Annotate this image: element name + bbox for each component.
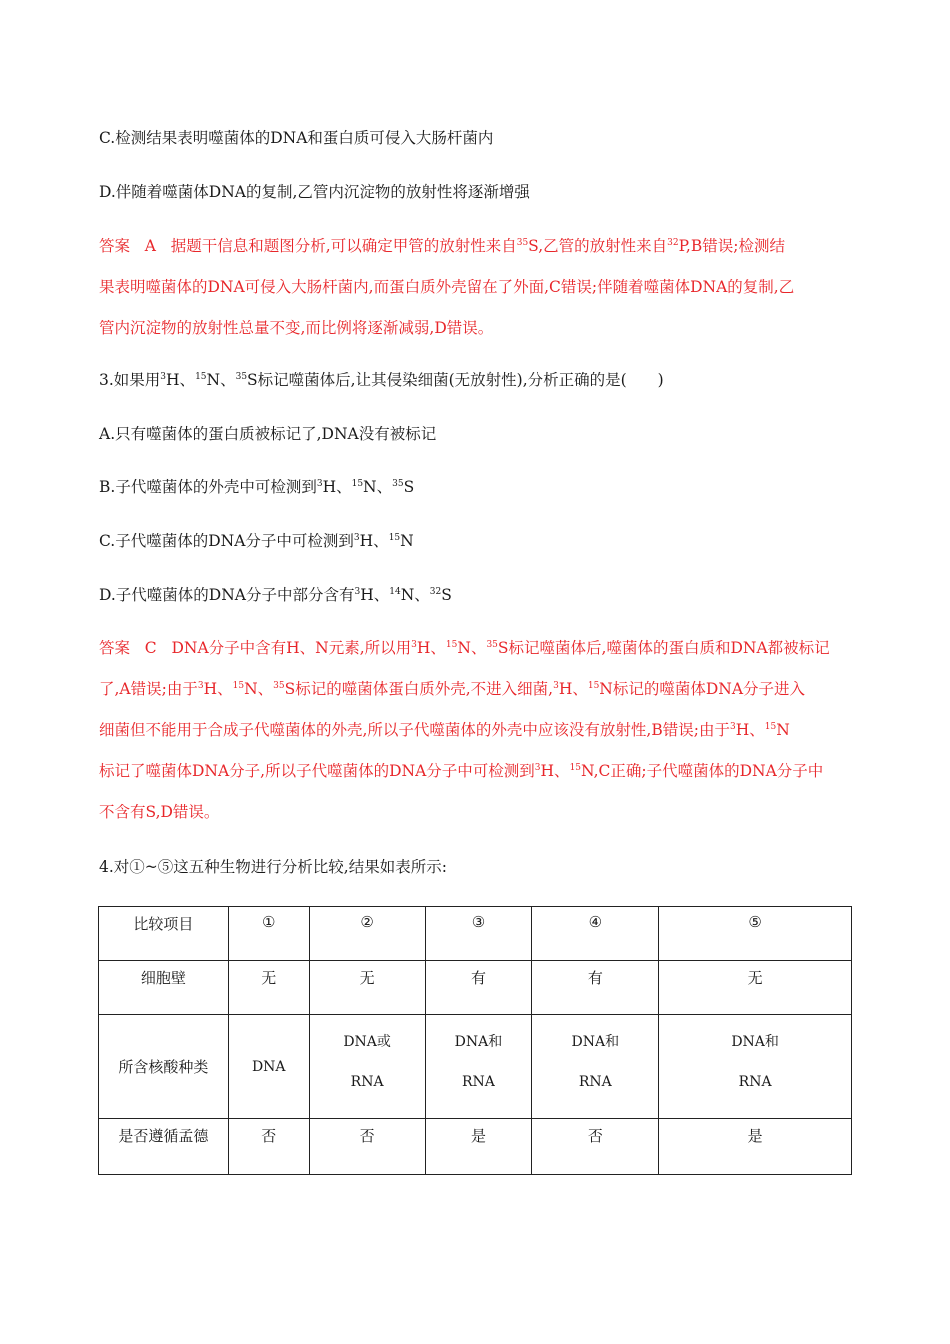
q2-option-d: D.伴随着噬菌体DNA的复制,乙管内沉淀物的放射性将逐渐增强 xyxy=(99,183,530,201)
q2-answer xyxy=(99,226,851,349)
q3-option-c: C.子代噬菌体的DNA分子中可检测到$^3$H、$^{15}$N xyxy=(99,532,414,550)
q3-option-a: A.只有噬菌体的蛋白质被标记了,DNA没有被标记 xyxy=(99,425,437,443)
table-cell: 所含核酸种类 xyxy=(99,1015,229,1119)
table-cell: ② xyxy=(309,907,425,961)
q3-answer xyxy=(99,628,851,833)
table-cell: DNA xyxy=(228,1015,309,1119)
q3-stem: 3.如果用$^3$H、$^{15}$N、$^{35}$S标记噬菌体后,让其侵染细菌(无放射性),分析正确的是( ) xyxy=(99,371,664,389)
table-cell: ④ xyxy=(532,907,659,961)
table-cell: ③ xyxy=(425,907,532,961)
table-cell: 细胞壁 xyxy=(99,961,229,1015)
table-cell: ⑤ xyxy=(659,907,852,961)
table-cell: 有 xyxy=(532,961,659,1015)
table-cell: 无 xyxy=(309,961,425,1015)
table-cell: 是 xyxy=(659,1119,852,1175)
q3-option-b: B.子代噬菌体的外壳中可检测到$^3$H、$^{15}$N、$^{35}$S xyxy=(99,478,415,496)
q2-option-c: C.检测结果表明噬菌体的DNA和蛋白质可侵入大肠杆菌内 xyxy=(99,129,494,147)
table-cell: 比较项目 xyxy=(99,907,229,961)
q2-answer-line-3: 管内沉淀物的放射性总量不变,而比例将逐渐减弱,D错误。 xyxy=(99,319,494,337)
table-cell: 是 xyxy=(425,1119,532,1175)
table-cell: 是否遵循孟德 xyxy=(99,1119,229,1175)
comparison-table xyxy=(98,906,852,1175)
table-cell: 否 xyxy=(532,1119,659,1175)
table-row-cell-wall xyxy=(99,961,852,1015)
table-cell: 有 xyxy=(425,961,532,1015)
table-cell: 否 xyxy=(228,1119,309,1175)
q3-option-d: D.子代噬菌体的DNA分子中部分含有$^3$H、$^{14}$N、$^{32}$S xyxy=(99,586,452,604)
table-cell: DNA和 RNA xyxy=(659,1015,852,1119)
q3-answer-line-3: 细菌但不能用于合成子代噬菌体的外壳,所以子代噬菌体的外壳中应该没有放射性,B错误;由于$^3$H、$^{15}$N xyxy=(99,721,790,739)
q3-answer-line-4: 标记了噬菌体DNA分子,所以子代噬菌体的DNA分子中可检测到$^3$H、$^{15}$N,C正确;子代噬菌体的DNA分子中 xyxy=(99,762,824,780)
q4-stem: 4.对①~⑤这五种生物进行分析比较,结果如表所示: xyxy=(99,858,447,876)
table-cell: 无 xyxy=(228,961,309,1015)
q3-answer-line-2: 了,A错误;由于$^3$H、$^{15}$N、$^{35}$S标记的噬菌体蛋白质外壳,不进入细菌,$^3$H、$^{15}$N标记的噬菌体DNA分子进入 xyxy=(99,680,806,698)
table-cell: DNA和 RNA xyxy=(425,1015,532,1119)
table-cell: ① xyxy=(228,907,309,961)
q3-answer-line-5: 不含有S,D错误。 xyxy=(99,803,220,821)
table-cell: DNA或 RNA xyxy=(309,1015,425,1119)
q2-answer-line-1: 答案 A 据题干信息和题图分析,可以确定甲管的放射性来自$^{35}$S,乙管的放射性来自$^{32}$P,B错误;检测结 xyxy=(99,237,785,255)
q3-answer-line-1: 答案 C DNA分子中含有H、N元素,所以用$^3$H、$^{15}$N、$^{35}$S标记噬菌体后,噬菌体的蛋白质和DNA都被标记 xyxy=(99,639,830,657)
table-cell: 否 xyxy=(309,1119,425,1175)
q2-answer-line-2: 果表明噬菌体的DNA可侵入大肠杆菌内,而蛋白质外壳留在了外面,C错误;伴随着噬菌体DNA的复制,乙 xyxy=(99,278,795,296)
table-row-nucleic-acid xyxy=(99,1015,852,1119)
table-header-row xyxy=(99,907,852,961)
table-row-mendel xyxy=(99,1119,852,1175)
table-cell: 无 xyxy=(659,961,852,1015)
table-cell: DNA和 RNA xyxy=(532,1015,659,1119)
